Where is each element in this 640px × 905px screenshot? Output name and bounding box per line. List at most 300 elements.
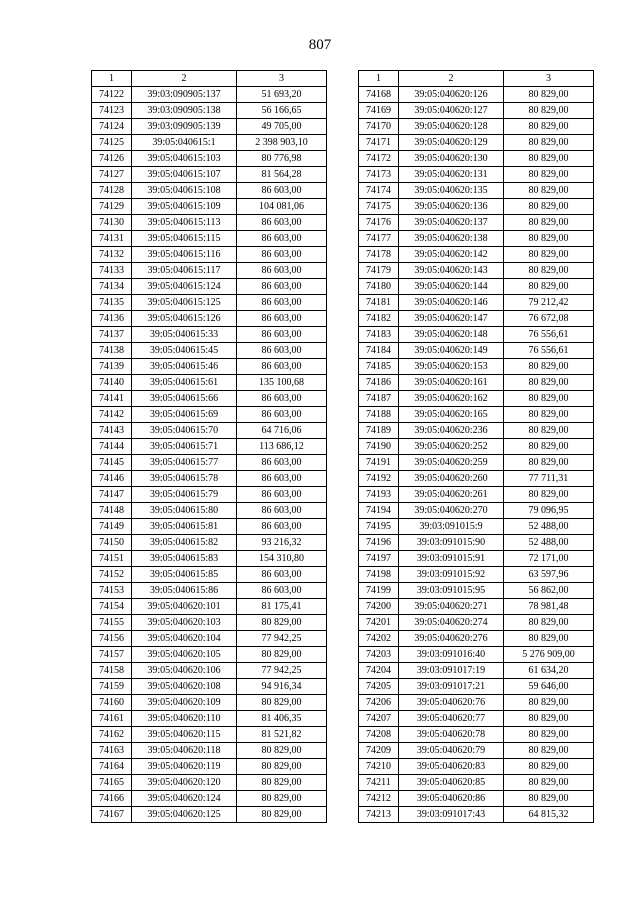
table-row bbox=[92, 503, 327, 519]
table-row bbox=[92, 455, 327, 471]
cell-cadastral-number: 39:05:040620:271 bbox=[399, 599, 504, 615]
cell-cadastral-number: 39:05:040620:119 bbox=[132, 759, 237, 775]
cell-row-number: 74208 bbox=[359, 727, 399, 743]
cell-row-number: 74160 bbox=[92, 695, 132, 711]
table-row bbox=[92, 391, 327, 407]
cell-row-number: 74124 bbox=[92, 119, 132, 135]
cell-value: 80 829,00 bbox=[504, 135, 594, 151]
cell-cadastral-number: 39:05:040615:45 bbox=[132, 343, 237, 359]
cell-cadastral-number: 39:05:040620:101 bbox=[132, 599, 237, 615]
cell-value: 80 829,00 bbox=[237, 807, 327, 823]
cell-cadastral-number: 39:05:040615:86 bbox=[132, 583, 237, 599]
cell-row-number: 74162 bbox=[92, 727, 132, 743]
table-row bbox=[359, 375, 594, 391]
cell-cadastral-number: 39:05:040620:270 bbox=[399, 503, 504, 519]
cell-cadastral-number: 39:05:040620:236 bbox=[399, 423, 504, 439]
table-row bbox=[92, 551, 327, 567]
cell-row-number: 74159 bbox=[92, 679, 132, 695]
table-row bbox=[359, 231, 594, 247]
cell-row-number: 74127 bbox=[92, 167, 132, 183]
cell-row-number: 74184 bbox=[359, 343, 399, 359]
cell-cadastral-number: 39:05:040615:108 bbox=[132, 183, 237, 199]
cell-row-number: 74186 bbox=[359, 375, 399, 391]
cell-value: 80 829,00 bbox=[504, 119, 594, 135]
cell-value: 80 829,00 bbox=[504, 183, 594, 199]
cell-value: 86 603,00 bbox=[237, 279, 327, 295]
cell-value: 80 829,00 bbox=[504, 359, 594, 375]
cell-cadastral-number: 39:03:090905:137 bbox=[132, 87, 237, 103]
cell-cadastral-number: 39:05:040620:149 bbox=[399, 343, 504, 359]
cell-row-number: 74154 bbox=[92, 599, 132, 615]
cell-cadastral-number: 39:05:040620:144 bbox=[399, 279, 504, 295]
table-row bbox=[359, 583, 594, 599]
table-row bbox=[92, 311, 327, 327]
registry-table-right bbox=[358, 70, 594, 823]
cell-row-number: 74180 bbox=[359, 279, 399, 295]
cell-row-number: 74173 bbox=[359, 167, 399, 183]
table-row bbox=[359, 615, 594, 631]
cell-row-number: 74136 bbox=[92, 311, 132, 327]
cell-value: 52 488,00 bbox=[504, 535, 594, 551]
cell-cadastral-number: 39:05:040615:83 bbox=[132, 551, 237, 567]
cell-cadastral-number: 39:05:040620:148 bbox=[399, 327, 504, 343]
cell-cadastral-number: 39:05:040620:138 bbox=[399, 231, 504, 247]
cell-row-number: 74140 bbox=[92, 375, 132, 391]
cell-value: 80 829,00 bbox=[504, 279, 594, 295]
cell-row-number: 74181 bbox=[359, 295, 399, 311]
cell-value: 80 829,00 bbox=[504, 439, 594, 455]
column-header-value: 3 bbox=[237, 71, 327, 87]
cell-row-number: 74209 bbox=[359, 743, 399, 759]
cell-row-number: 74138 bbox=[92, 343, 132, 359]
cell-value: 86 603,00 bbox=[237, 503, 327, 519]
table-row bbox=[92, 407, 327, 423]
cell-value: 80 829,00 bbox=[504, 487, 594, 503]
cell-row-number: 74182 bbox=[359, 311, 399, 327]
cell-value: 81 406,35 bbox=[237, 711, 327, 727]
cell-cadastral-number: 39:05:040620:79 bbox=[399, 743, 504, 759]
table-row bbox=[92, 615, 327, 631]
table-row bbox=[92, 487, 327, 503]
cell-row-number: 74172 bbox=[359, 151, 399, 167]
cell-cadastral-number: 39:03:091015:9 bbox=[399, 519, 504, 535]
table-row bbox=[359, 215, 594, 231]
page-number: 807 bbox=[308, 37, 332, 53]
cell-value: 80 829,00 bbox=[504, 423, 594, 439]
cell-value: 80 829,00 bbox=[504, 631, 594, 647]
cell-cadastral-number: 39:05:040620:137 bbox=[399, 215, 504, 231]
cell-row-number: 74179 bbox=[359, 263, 399, 279]
table-row bbox=[359, 359, 594, 375]
cell-row-number: 74201 bbox=[359, 615, 399, 631]
cell-value: 80 829,00 bbox=[504, 455, 594, 471]
cell-cadastral-number: 39:05:040620:120 bbox=[132, 775, 237, 791]
cell-row-number: 74165 bbox=[92, 775, 132, 791]
cell-value: 51 693,20 bbox=[237, 87, 327, 103]
table-row bbox=[359, 327, 594, 343]
cell-row-number: 74142 bbox=[92, 407, 132, 423]
cell-value: 78 981,48 bbox=[504, 599, 594, 615]
table-row bbox=[92, 167, 327, 183]
cell-row-number: 74213 bbox=[359, 807, 399, 823]
cell-cadastral-number: 39:05:040615:113 bbox=[132, 215, 237, 231]
table-row bbox=[92, 807, 327, 823]
cell-cadastral-number: 39:05:040615:80 bbox=[132, 503, 237, 519]
cell-value: 80 829,00 bbox=[237, 791, 327, 807]
cell-value: 86 603,00 bbox=[237, 359, 327, 375]
cell-cadastral-number: 39:05:040620:125 bbox=[132, 807, 237, 823]
cell-row-number: 74135 bbox=[92, 295, 132, 311]
table-row bbox=[359, 423, 594, 439]
table-row bbox=[359, 727, 594, 743]
cell-cadastral-number: 39:05:040620:104 bbox=[132, 631, 237, 647]
cell-value: 56 166,65 bbox=[237, 103, 327, 119]
cell-value: 77 942,25 bbox=[237, 663, 327, 679]
cell-cadastral-number: 39:05:040615:82 bbox=[132, 535, 237, 551]
cell-cadastral-number: 39:05:040620:110 bbox=[132, 711, 237, 727]
table-row bbox=[92, 119, 327, 135]
cell-cadastral-number: 39:05:040615:1 bbox=[132, 135, 237, 151]
cell-value: 86 603,00 bbox=[237, 327, 327, 343]
cell-cadastral-number: 39:05:040615:33 bbox=[132, 327, 237, 343]
table-row bbox=[359, 663, 594, 679]
cell-value: 80 829,00 bbox=[504, 103, 594, 119]
table-row bbox=[92, 519, 327, 535]
cell-row-number: 74200 bbox=[359, 599, 399, 615]
cell-value: 77 711,31 bbox=[504, 471, 594, 487]
table-row bbox=[92, 695, 327, 711]
cell-value: 64 716,06 bbox=[237, 423, 327, 439]
cell-value: 80 829,00 bbox=[504, 791, 594, 807]
table-row bbox=[359, 599, 594, 615]
cell-row-number: 74145 bbox=[92, 455, 132, 471]
cell-cadastral-number: 39:05:040620:161 bbox=[399, 375, 504, 391]
cell-row-number: 74197 bbox=[359, 551, 399, 567]
table-row bbox=[359, 279, 594, 295]
cell-value: 86 603,00 bbox=[237, 295, 327, 311]
table-row bbox=[92, 567, 327, 583]
cell-cadastral-number: 39:05:040620:129 bbox=[399, 135, 504, 151]
cell-row-number: 74125 bbox=[92, 135, 132, 151]
cell-value: 80 829,00 bbox=[504, 711, 594, 727]
cell-value: 86 603,00 bbox=[237, 407, 327, 423]
cell-cadastral-number: 39:05:040620:131 bbox=[399, 167, 504, 183]
table-row bbox=[92, 359, 327, 375]
cell-row-number: 74146 bbox=[92, 471, 132, 487]
table-row bbox=[359, 759, 594, 775]
cell-cadastral-number: 39:03:090905:139 bbox=[132, 119, 237, 135]
table-row bbox=[92, 263, 327, 279]
cell-value: 80 829,00 bbox=[504, 727, 594, 743]
cell-value: 79 096,95 bbox=[504, 503, 594, 519]
cell-value: 86 603,00 bbox=[237, 215, 327, 231]
cell-cadastral-number: 39:05:040615:78 bbox=[132, 471, 237, 487]
cell-value: 154 310,80 bbox=[237, 551, 327, 567]
cell-value: 76 556,61 bbox=[504, 327, 594, 343]
cell-cadastral-number: 39:05:040620:83 bbox=[399, 759, 504, 775]
table-row bbox=[92, 679, 327, 695]
cell-cadastral-number: 39:03:091017:21 bbox=[399, 679, 504, 695]
cell-row-number: 74131 bbox=[92, 231, 132, 247]
cell-row-number: 74188 bbox=[359, 407, 399, 423]
table-row bbox=[359, 439, 594, 455]
cell-value: 86 603,00 bbox=[237, 519, 327, 535]
table-row bbox=[359, 135, 594, 151]
cell-row-number: 74210 bbox=[359, 759, 399, 775]
table-row bbox=[359, 295, 594, 311]
cell-value: 64 815,32 bbox=[504, 807, 594, 823]
table-row bbox=[359, 455, 594, 471]
cell-value: 80 829,00 bbox=[504, 743, 594, 759]
table-row bbox=[359, 807, 594, 823]
cell-row-number: 74174 bbox=[359, 183, 399, 199]
table-row bbox=[359, 695, 594, 711]
column-header-cadastral-number: 2 bbox=[132, 71, 237, 87]
cell-row-number: 74205 bbox=[359, 679, 399, 695]
cell-row-number: 74193 bbox=[359, 487, 399, 503]
table-row bbox=[92, 199, 327, 215]
cell-row-number: 74168 bbox=[359, 87, 399, 103]
table-row bbox=[92, 743, 327, 759]
cell-row-number: 74132 bbox=[92, 247, 132, 263]
table-row bbox=[92, 775, 327, 791]
table-row bbox=[92, 599, 327, 615]
table-row bbox=[359, 183, 594, 199]
cell-value: 52 488,00 bbox=[504, 519, 594, 535]
cell-row-number: 74163 bbox=[92, 743, 132, 759]
column-header-number: 1 bbox=[92, 71, 132, 87]
cell-value: 76 556,61 bbox=[504, 343, 594, 359]
table-row bbox=[92, 759, 327, 775]
table-row bbox=[359, 791, 594, 807]
cell-cadastral-number: 39:05:040615:85 bbox=[132, 567, 237, 583]
table-row bbox=[359, 103, 594, 119]
cell-cadastral-number: 39:05:040620:274 bbox=[399, 615, 504, 631]
cell-row-number: 74194 bbox=[359, 503, 399, 519]
cell-value: 86 603,00 bbox=[237, 471, 327, 487]
cell-cadastral-number: 39:05:040620:146 bbox=[399, 295, 504, 311]
cell-value: 81 521,82 bbox=[237, 727, 327, 743]
cell-cadastral-number: 39:05:040620:126 bbox=[399, 87, 504, 103]
table-row bbox=[359, 631, 594, 647]
cell-cadastral-number: 39:05:040620:105 bbox=[132, 647, 237, 663]
cell-cadastral-number: 39:05:040620:261 bbox=[399, 487, 504, 503]
cell-value: 80 829,00 bbox=[504, 695, 594, 711]
cell-row-number: 74190 bbox=[359, 439, 399, 455]
table-row bbox=[92, 663, 327, 679]
cell-cadastral-number: 39:05:040615:79 bbox=[132, 487, 237, 503]
table-row bbox=[359, 743, 594, 759]
cell-value: 80 829,00 bbox=[504, 199, 594, 215]
cell-row-number: 74122 bbox=[92, 87, 132, 103]
cell-cadastral-number: 39:05:040620:76 bbox=[399, 695, 504, 711]
cell-value: 94 916,34 bbox=[237, 679, 327, 695]
cell-row-number: 74133 bbox=[92, 263, 132, 279]
cell-value: 86 603,00 bbox=[237, 183, 327, 199]
table-row bbox=[359, 551, 594, 567]
table-row bbox=[359, 247, 594, 263]
table-row bbox=[359, 503, 594, 519]
cell-value: 80 829,00 bbox=[237, 615, 327, 631]
table-row bbox=[359, 519, 594, 535]
cell-row-number: 74147 bbox=[92, 487, 132, 503]
table-row bbox=[359, 535, 594, 551]
cell-row-number: 74176 bbox=[359, 215, 399, 231]
table-row bbox=[359, 199, 594, 215]
cell-cadastral-number: 39:05:040620:162 bbox=[399, 391, 504, 407]
cell-row-number: 74128 bbox=[92, 183, 132, 199]
cell-row-number: 74202 bbox=[359, 631, 399, 647]
table-row bbox=[359, 647, 594, 663]
cell-row-number: 74170 bbox=[359, 119, 399, 135]
cell-row-number: 74183 bbox=[359, 327, 399, 343]
cell-value: 80 829,00 bbox=[504, 263, 594, 279]
cell-cadastral-number: 39:05:040620:276 bbox=[399, 631, 504, 647]
cell-cadastral-number: 39:03:091015:90 bbox=[399, 535, 504, 551]
cell-row-number: 74143 bbox=[92, 423, 132, 439]
cell-row-number: 74199 bbox=[359, 583, 399, 599]
cell-row-number: 74196 bbox=[359, 535, 399, 551]
table-row bbox=[92, 711, 327, 727]
cell-row-number: 74178 bbox=[359, 247, 399, 263]
cell-value: 76 672,08 bbox=[504, 311, 594, 327]
cell-cadastral-number: 39:05:040620:165 bbox=[399, 407, 504, 423]
table-row bbox=[92, 327, 327, 343]
cell-cadastral-number: 39:05:040620:86 bbox=[399, 791, 504, 807]
table-row bbox=[92, 279, 327, 295]
cell-row-number: 74177 bbox=[359, 231, 399, 247]
cell-value: 86 603,00 bbox=[237, 391, 327, 407]
table-row bbox=[92, 87, 327, 103]
cell-cadastral-number: 39:05:040615:116 bbox=[132, 247, 237, 263]
cell-value: 80 829,00 bbox=[504, 87, 594, 103]
table-row bbox=[359, 311, 594, 327]
table-row bbox=[359, 679, 594, 695]
column-header-value: 3 bbox=[504, 71, 594, 87]
cell-value: 61 634,20 bbox=[504, 663, 594, 679]
table-row bbox=[359, 263, 594, 279]
cell-value: 113 686,12 bbox=[237, 439, 327, 455]
cell-cadastral-number: 39:05:040615:117 bbox=[132, 263, 237, 279]
cell-row-number: 74144 bbox=[92, 439, 132, 455]
cell-cadastral-number: 39:05:040620:118 bbox=[132, 743, 237, 759]
cell-value: 80 829,00 bbox=[504, 615, 594, 631]
cell-row-number: 74204 bbox=[359, 663, 399, 679]
cell-cadastral-number: 39:05:040615:66 bbox=[132, 391, 237, 407]
cell-cadastral-number: 39:05:040620:143 bbox=[399, 263, 504, 279]
table-row bbox=[359, 119, 594, 135]
cell-row-number: 74155 bbox=[92, 615, 132, 631]
cell-cadastral-number: 39:05:040620:130 bbox=[399, 151, 504, 167]
cell-row-number: 74187 bbox=[359, 391, 399, 407]
cell-row-number: 74169 bbox=[359, 103, 399, 119]
cell-cadastral-number: 39:05:040615:61 bbox=[132, 375, 237, 391]
cell-cadastral-number: 39:05:040615:77 bbox=[132, 455, 237, 471]
cell-cadastral-number: 39:05:040615:126 bbox=[132, 311, 237, 327]
table-row bbox=[359, 711, 594, 727]
cell-cadastral-number: 39:05:040615:81 bbox=[132, 519, 237, 535]
cell-value: 104 081,06 bbox=[237, 199, 327, 215]
cell-value: 80 829,00 bbox=[504, 247, 594, 263]
cell-row-number: 74148 bbox=[92, 503, 132, 519]
table-row bbox=[92, 471, 327, 487]
cell-value: 86 603,00 bbox=[237, 311, 327, 327]
column-header-number: 1 bbox=[359, 71, 399, 87]
table-row bbox=[92, 247, 327, 263]
cell-row-number: 74126 bbox=[92, 151, 132, 167]
cell-cadastral-number: 39:05:040620:147 bbox=[399, 311, 504, 327]
cell-row-number: 74192 bbox=[359, 471, 399, 487]
cell-value: 80 829,00 bbox=[504, 407, 594, 423]
cell-row-number: 74158 bbox=[92, 663, 132, 679]
cell-value: 86 603,00 bbox=[237, 455, 327, 471]
cell-cadastral-number: 39:05:040620:115 bbox=[132, 727, 237, 743]
cell-cadastral-number: 39:05:040620:85 bbox=[399, 775, 504, 791]
cell-cadastral-number: 39:05:040620:109 bbox=[132, 695, 237, 711]
cell-value: 81 175,41 bbox=[237, 599, 327, 615]
table-row bbox=[92, 631, 327, 647]
table-header-row bbox=[92, 71, 327, 87]
table-row bbox=[92, 343, 327, 359]
cell-cadastral-number: 39:05:040615:125 bbox=[132, 295, 237, 311]
table-header-row bbox=[359, 71, 594, 87]
cell-row-number: 74167 bbox=[92, 807, 132, 823]
table-row bbox=[92, 375, 327, 391]
cell-row-number: 74152 bbox=[92, 567, 132, 583]
cell-value: 135 100,68 bbox=[237, 375, 327, 391]
cell-value: 80 829,00 bbox=[504, 775, 594, 791]
cell-value: 86 603,00 bbox=[237, 343, 327, 359]
cell-cadastral-number: 39:03:091017:43 bbox=[399, 807, 504, 823]
table-row bbox=[359, 471, 594, 487]
cell-row-number: 74175 bbox=[359, 199, 399, 215]
cell-row-number: 74206 bbox=[359, 695, 399, 711]
cell-cadastral-number: 39:05:040620:78 bbox=[399, 727, 504, 743]
cell-row-number: 74203 bbox=[359, 647, 399, 663]
cell-value: 80 829,00 bbox=[504, 375, 594, 391]
cell-row-number: 74189 bbox=[359, 423, 399, 439]
cell-value: 86 603,00 bbox=[237, 567, 327, 583]
cell-cadastral-number: 39:05:040615:46 bbox=[132, 359, 237, 375]
cell-row-number: 74191 bbox=[359, 455, 399, 471]
cell-cadastral-number: 39:05:040615:69 bbox=[132, 407, 237, 423]
cell-row-number: 74198 bbox=[359, 567, 399, 583]
table-row bbox=[92, 295, 327, 311]
cell-value: 80 829,00 bbox=[504, 151, 594, 167]
cell-value: 93 216,32 bbox=[237, 535, 327, 551]
cell-value: 63 597,96 bbox=[504, 567, 594, 583]
table-row bbox=[92, 727, 327, 743]
cell-value: 80 829,00 bbox=[504, 215, 594, 231]
table-row bbox=[359, 567, 594, 583]
cell-value: 86 603,00 bbox=[237, 247, 327, 263]
cell-cadastral-number: 39:05:040620:108 bbox=[132, 679, 237, 695]
cell-value: 86 603,00 bbox=[237, 487, 327, 503]
table-row bbox=[92, 231, 327, 247]
cell-cadastral-number: 39:05:040615:103 bbox=[132, 151, 237, 167]
table-row bbox=[92, 215, 327, 231]
cell-row-number: 74129 bbox=[92, 199, 132, 215]
cell-cadastral-number: 39:05:040620:124 bbox=[132, 791, 237, 807]
cell-value: 72 171,00 bbox=[504, 551, 594, 567]
table-row bbox=[359, 407, 594, 423]
table-row bbox=[359, 343, 594, 359]
cell-cadastral-number: 39:05:040620:142 bbox=[399, 247, 504, 263]
cell-cadastral-number: 39:05:040620:106 bbox=[132, 663, 237, 679]
cell-value: 5 276 909,00 bbox=[504, 647, 594, 663]
cell-row-number: 74150 bbox=[92, 535, 132, 551]
cell-value: 77 942,25 bbox=[237, 631, 327, 647]
